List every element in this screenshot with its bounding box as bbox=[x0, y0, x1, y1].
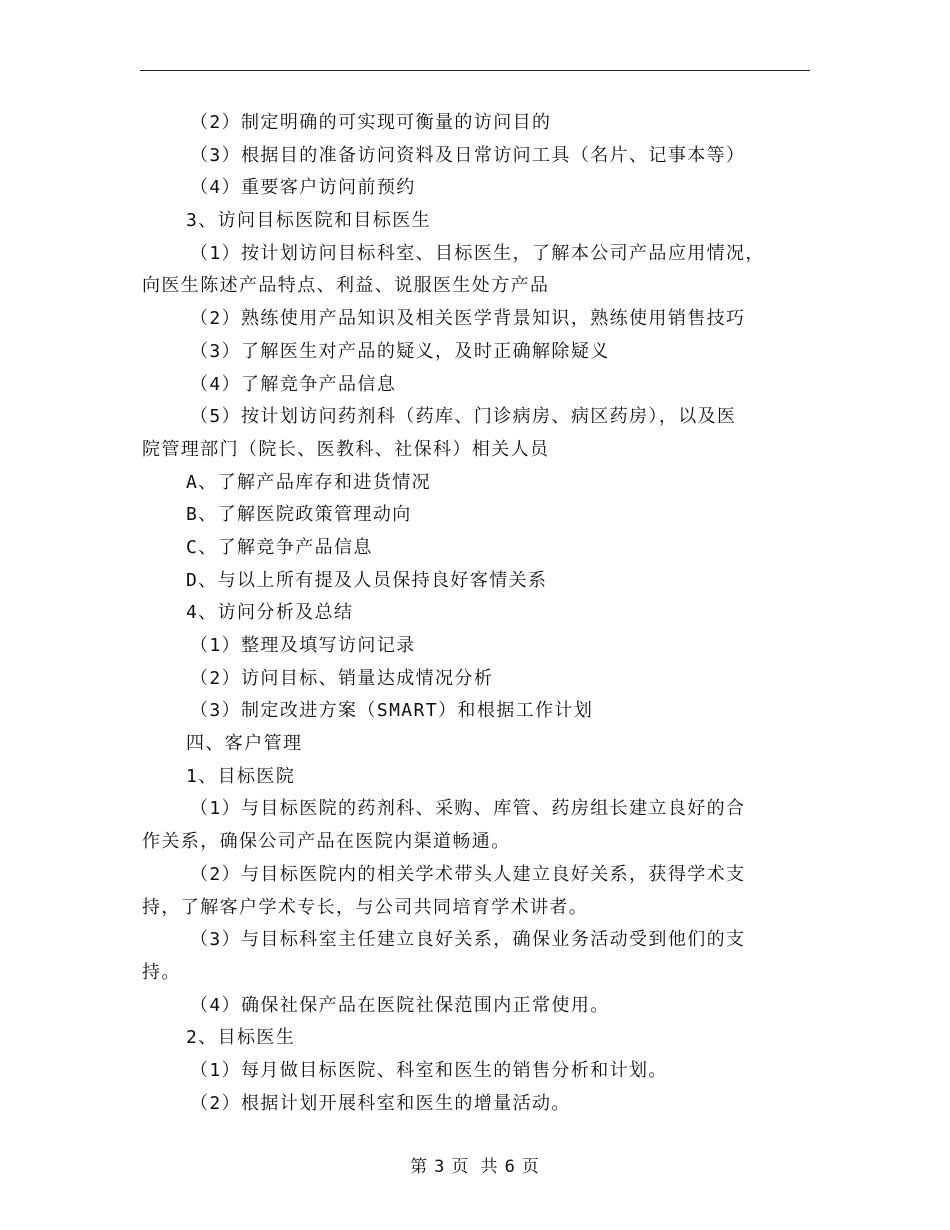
footer-page-number: 3 bbox=[434, 1157, 446, 1177]
text-line: （2）制定明确的可实现可衡量的访问目的 bbox=[190, 112, 552, 133]
text-line: 四、客户管理 bbox=[186, 733, 303, 755]
text-line: 4、访问分析及总结 bbox=[186, 602, 354, 624]
footer-total-pages: 6 bbox=[504, 1157, 516, 1177]
text-line: （3）制定改进方案（SMART）和根据工作计划 bbox=[190, 700, 594, 722]
document-body bbox=[142, 107, 814, 1120]
text-line: （4）确保社保产品在医院社保范围内正常使用。 bbox=[190, 994, 610, 1016]
text-line: 2、目标医生 bbox=[186, 1027, 296, 1049]
text-line: 持，了解客户学术专长，与公司共同培育学术讲者。 bbox=[142, 896, 589, 918]
text-line: （5）按计划访问药剂科（药库、门诊病房、病区药房），以及医 bbox=[190, 406, 737, 428]
text-line: D、与以上所有提及人员保持良好客情关系 bbox=[186, 569, 548, 591]
footer-prefix: 第 bbox=[410, 1157, 429, 1177]
text-line: 作关系，确保公司产品在医院内渠道畅通。 bbox=[142, 831, 511, 853]
text-line: （4）了解竞争产品信息 bbox=[190, 373, 397, 395]
text-line: A、了解产品库存和进货情况 bbox=[186, 471, 432, 493]
text-line: （2）熟练使用产品知识及相关医学背景知识，熟练使用销售技巧 bbox=[190, 308, 746, 330]
text-line: （2）访问目标、销量达成情况分析 bbox=[190, 667, 494, 689]
text-line: （1）按计划访问目标科室、目标医生，了解本公司产品应用情况， bbox=[190, 242, 765, 264]
footer-suffix: 页 bbox=[521, 1157, 540, 1177]
text-line: C、了解竞争产品信息 bbox=[186, 536, 373, 558]
text-line: （4）重要客户访问前预约 bbox=[190, 177, 416, 199]
text-line: 持。 bbox=[142, 961, 181, 983]
text-line: 3、访问目标医院和目标医生 bbox=[186, 210, 432, 232]
text-line: 1、目标医院 bbox=[186, 765, 296, 787]
text-line: （1）与目标医院的药剂科、采购、库管、药房组长建立良好的合 bbox=[190, 798, 746, 820]
text-line: （2）根据计划开展科室和医生的增量活动。 bbox=[190, 1092, 571, 1114]
text-line: （1）每月做目标医院、科室和医生的销售分析和计划。 bbox=[190, 1059, 668, 1081]
text-line: （3）了解医生对产品的疑义，及时正确解除疑义 bbox=[190, 340, 610, 362]
footer-mid: 页 共 bbox=[451, 1157, 499, 1177]
text-line: （3）根据目的准备访问资料及日常访问工具（名片、记事本等） bbox=[190, 144, 746, 166]
text-line: （2）与目标医院内的相关学术带头人建立良好关系，获得学术支 bbox=[190, 863, 746, 885]
text-line: 院管理部门（院长、医教科、社保科）相关人员 bbox=[142, 438, 550, 460]
text-line: （1）整理及填写访问记录 bbox=[190, 635, 416, 656]
text-line: 向医生陈述产品特点、利益、说服医生处方产品 bbox=[142, 275, 550, 297]
page-footer bbox=[0, 1152, 950, 1177]
text-line: （3）与目标科室主任建立良好关系，确保业务活动受到他们的支 bbox=[190, 929, 746, 951]
header-rule bbox=[140, 70, 810, 71]
text-line: B、了解医院政策管理动向 bbox=[186, 504, 412, 526]
